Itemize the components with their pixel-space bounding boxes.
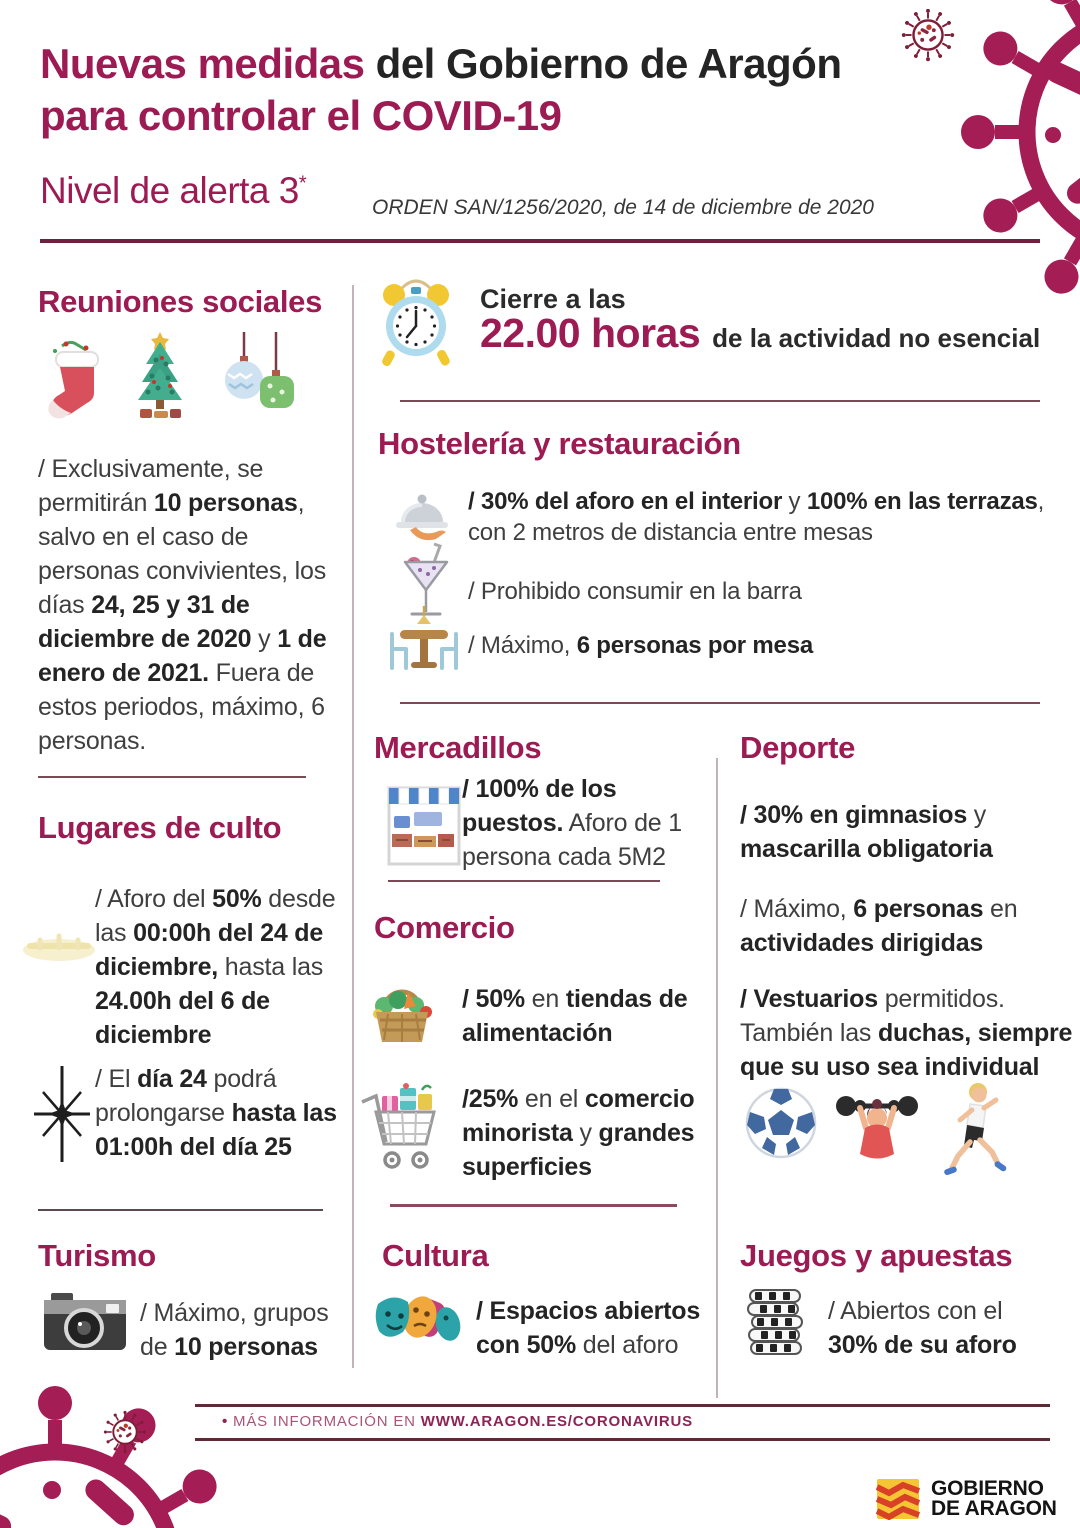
section-title-juegos: Juegos y apuestas: [740, 1238, 1013, 1273]
reuniones-text: / Exclusivamente, se permitirán 10 personas, salvo en el caso de personas convivientes, los días 24, 25 y 31 de diciembre de 2020 y 1 de enero de 2021. Fuera de estos periodos, máximo, 6 personas.: [38, 455, 327, 755]
mercadillos-item-text: / 100% de los puestos. Aforo de 1 persona cada 5M2: [462, 775, 682, 871]
table-chairs-icon: [384, 604, 464, 676]
star-icon: [26, 1064, 98, 1164]
comercio-item-text: / 50% en tiendas de alimentación: [462, 985, 688, 1047]
deporte-item-text: / 30% en gimnasios y mascarilla obligatoria: [740, 801, 993, 863]
divider: [388, 880, 660, 882]
hosteleria-item-text: / Máximo, 6 personas por mesa: [468, 632, 813, 659]
section-title-deporte: Deporte: [740, 730, 856, 765]
divider: [400, 702, 1040, 704]
section-title-turismo: Turismo: [38, 1238, 156, 1273]
coronavirus-large-icon: [945, 0, 1080, 332]
section-title-reuniones: Reuniones sociales: [38, 284, 323, 319]
lugares-item-text: / El día 24 podrá prolongarse hasta las 01:00h del día 25: [95, 1065, 337, 1161]
divider: [390, 1204, 677, 1207]
section-title-comercio: Comercio: [374, 910, 515, 945]
divider: [38, 1209, 323, 1211]
logo-text: [931, 1479, 1057, 1519]
section-title-cultura: Cultura: [382, 1238, 489, 1273]
alarm-clock-icon: [374, 278, 458, 370]
gobierno-aragon-logo: [876, 1478, 1057, 1520]
closure-line1: Cierre a las: [480, 284, 626, 314]
closure-time: 22.00 horas: [480, 310, 701, 356]
cultura-item-text: / Espacios abiertos con 50% del aforo: [476, 1297, 701, 1359]
footer-info: • MÁS INFORMACIÓN EN WWW.ARAGON.ES/CORONAVIRUS: [222, 1413, 693, 1430]
comercio-item-text: /25% en el comercio minorista y grandes superficies: [462, 1085, 695, 1181]
coronavirus-small-icon: [100, 1407, 150, 1457]
christmas-tree-icon: [128, 330, 192, 422]
vertical-divider-right: [716, 758, 718, 1398]
theater-masks-icon: [374, 1284, 466, 1360]
section-title-hosteleria: Hostelería y restauración: [378, 426, 741, 461]
poker-chips-icon: [742, 1286, 808, 1356]
christmas-ornaments-icon: [214, 332, 298, 420]
deporte-item-text: / Vestuarios permitidos. También las duchas, siempre que su uso sea individual: [740, 985, 1073, 1081]
vertical-divider-left: [352, 285, 354, 1368]
footer-rule-top: [195, 1404, 1050, 1407]
section-title-lugares: Lugares de culto: [38, 810, 282, 845]
camera-icon: [44, 1288, 128, 1354]
aragon-flag-icon: [876, 1478, 922, 1520]
food-basket-icon: [368, 980, 436, 1046]
section-title-mercadillos: Mercadillos: [374, 730, 542, 765]
order-reference: ORDEN SAN/1256/2020, de 14 de diciembre de 2020: [372, 196, 874, 219]
hosteleria-item-text: / Prohibido consumir en la barra: [468, 578, 802, 605]
faded-candles-icon: [20, 916, 98, 972]
page-title: Nuevas medidas del Gobierno de Aragón para controlar el COVID-19: [40, 40, 842, 140]
footer-rule-bottom: [195, 1438, 1050, 1441]
divider: [400, 400, 1040, 402]
weightlifter-icon: [834, 1082, 920, 1174]
christmas-stocking-icon: [42, 336, 112, 422]
lugares-item-text: / Aforo del 50% desde las 00:00h del 24 de diciembre, hasta las 24.00h del 6 de diciembre: [95, 885, 336, 1049]
deporte-item-text: / Máximo, 6 personas en actividades dirigidas: [740, 895, 1018, 957]
shopping-cart-gifts-icon: [356, 1080, 448, 1174]
closure-line2: de la actividad no esencial: [712, 323, 1041, 353]
serving-cloche-icon: [392, 488, 452, 548]
soccer-ball-icon: [744, 1086, 818, 1160]
alert-level: Nivel de alerta 3*: [40, 170, 307, 211]
alert-asterisk: *: [298, 172, 307, 195]
logo-line1: GOBIERNO: [931, 1477, 1044, 1501]
market-stall-icon: [384, 778, 464, 870]
runner-icon: [942, 1080, 1008, 1178]
header-rule: [40, 239, 1040, 243]
hosteleria-item-text: / 30% del aforo en el interior y 100% en las terrazas, con 2 metros de distancia entre mesas: [468, 488, 1045, 547]
logo-line2: DE ARAGON: [931, 1497, 1057, 1520]
divider: [38, 776, 306, 778]
turismo-item-text: / Máximo, grupos de 10 personas: [140, 1299, 329, 1361]
juegos-item-text: / Abiertos con el 30% de su aforo: [828, 1297, 1017, 1359]
